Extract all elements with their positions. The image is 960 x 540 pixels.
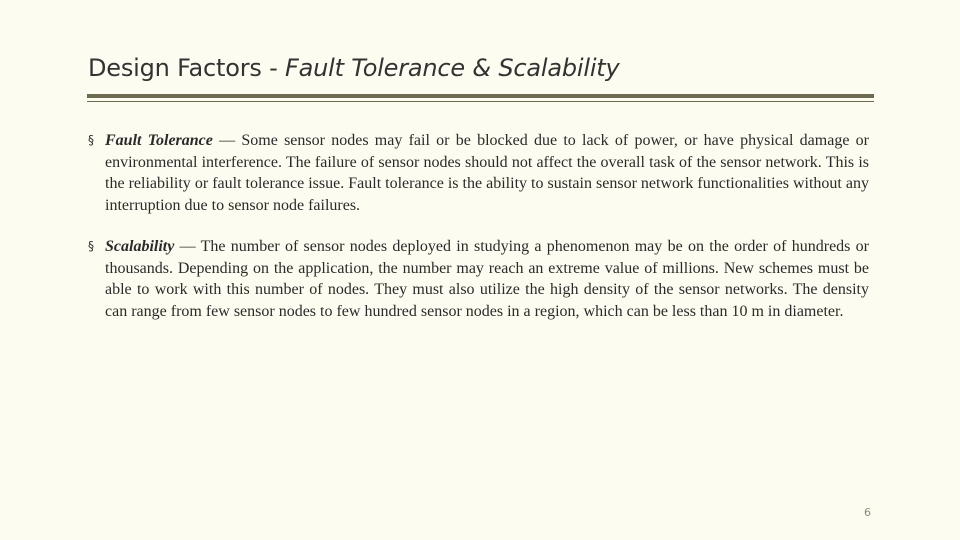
bullet-term: Scalability [105,238,175,255]
bullet-term: Fault Tolerance [105,132,213,149]
bullet-text: The number of sensor nodes deployed in studying a phenomenon may be on the order of hundreds or thousands. Depending on the application, the number may reach an extreme value of millions. New schemes must be able to work with this number of nodes. They must also utilize the high density of the sensor networks. The density can range from few sensor nodes to few hundred sensor nodes in a region, which can be less than 10 m in diameter. [105,238,870,320]
bullet-dash: — [212,132,242,149]
bullet-list [88,130,869,342]
slide-title [88,54,620,82]
slide-title-main: Design Factors - [88,54,285,82]
page-number: 6 [864,506,871,519]
title-underline-thin [87,101,874,102]
bullet-scalability [88,236,869,322]
bullet-marker-icon: § [88,133,94,147]
slide-title-subtitle: Fault Tolerance & Scalability [284,54,620,82]
bullet-fault-tolerance [88,130,869,216]
bullet-marker-icon: § [88,239,94,253]
title-underline-thick [87,94,874,98]
bullet-text: Some sensor nodes may fail or be blocked due to lack of power, or have physical damage or environmental interference. The failure of sensor nodes should not affect the overall task of the sensor network. This is the reliability or fault tolerance issue. Fault tolerance is the ability to sustain sensor network functionalities without any interruption due to sensor node failures. [105,132,869,214]
bullet-dash: — [174,238,201,255]
